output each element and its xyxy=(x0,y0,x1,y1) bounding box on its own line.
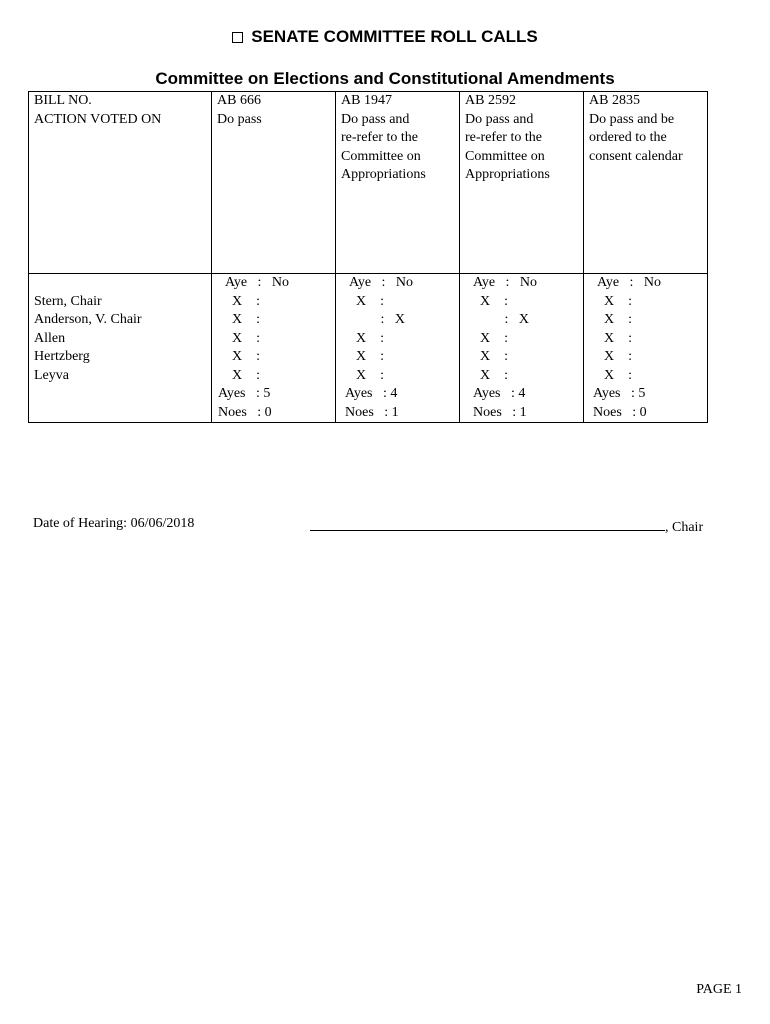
vote-header: Aye : No xyxy=(225,275,290,290)
bill-action-line: Committee on xyxy=(341,148,421,164)
vote-mark: : X xyxy=(349,312,405,327)
vote-mark: X : xyxy=(349,330,384,346)
vote-mark: X : xyxy=(597,312,632,327)
vote-mark: X : xyxy=(349,293,384,309)
noes-total: Noes : 1 xyxy=(473,404,527,420)
bill-cell xyxy=(460,92,584,274)
member-name: Anderson, V. Chair xyxy=(34,312,142,327)
bill-action-line: Do pass and be xyxy=(589,111,675,127)
vote-mark: X : xyxy=(225,312,260,327)
bill-cell xyxy=(212,92,336,274)
noes-total: Noes : 1 xyxy=(345,404,399,420)
bill-action-line: Do pass xyxy=(217,111,262,127)
vote-mark: X : xyxy=(597,293,632,309)
vote-mark: X : xyxy=(473,293,508,309)
bill-action-line: Appropriations xyxy=(465,167,550,182)
committee-name: Committee on Elections and Constitutional Amendments xyxy=(155,69,615,88)
bill-header-row xyxy=(29,92,708,274)
bill-number: AB 2592 xyxy=(465,93,516,108)
vote-cell xyxy=(584,274,708,423)
bill-action-line: ordered to the xyxy=(589,130,667,145)
checkbox-icon xyxy=(232,32,243,43)
member-name: Allen xyxy=(34,330,66,346)
vote-cell xyxy=(460,274,584,423)
bill-action-line: Do pass and xyxy=(465,111,534,127)
member-name: Stern, Chair xyxy=(34,293,102,309)
noes-total: Noes : 0 xyxy=(593,404,647,420)
bill-cell xyxy=(336,92,460,274)
member-name: Hertzberg xyxy=(34,349,90,364)
bill-number: AB 1947 xyxy=(341,93,392,108)
bill-action-line: Appropriations xyxy=(341,167,426,182)
vote-header: Aye : No xyxy=(349,275,414,290)
bill-action-line: re-refer to the xyxy=(341,130,418,145)
noes-total: Noes : 0 xyxy=(218,404,272,420)
bill-no-label: BILL NO. xyxy=(34,93,92,108)
ayes-total: Ayes : 4 xyxy=(473,386,526,401)
page-number: PAGE 1 xyxy=(696,982,742,997)
member-name: Leyva xyxy=(34,367,69,383)
bill-action-line: re-refer to the xyxy=(465,130,542,145)
vote-mark: X : xyxy=(597,349,632,364)
vote-mark: X : xyxy=(349,349,384,364)
vote-mark: X : xyxy=(597,367,632,383)
date-of-hearing: Date of Hearing: 06/06/2018 xyxy=(33,516,195,531)
vote-header: Aye : No xyxy=(597,275,662,290)
vote-mark: X : xyxy=(225,330,260,346)
vote-mark: X : xyxy=(225,349,260,364)
vote-mark: X : xyxy=(225,293,260,309)
vote-mark: X : xyxy=(473,349,508,364)
bill-action-line: Do pass and xyxy=(341,111,410,127)
votes-row xyxy=(29,274,708,423)
vote-header: Aye : No xyxy=(473,275,538,290)
page-title: SENATE COMMITTEE ROLL CALLS xyxy=(0,27,770,47)
roll-call-table xyxy=(28,91,708,423)
vote-cell xyxy=(336,274,460,423)
vote-cell xyxy=(212,274,336,423)
ayes-total: Ayes : 4 xyxy=(345,386,398,401)
ayes-total: Ayes : 5 xyxy=(218,386,271,401)
ayes-total: Ayes : 5 xyxy=(593,386,646,401)
row-labels-cell xyxy=(29,92,212,274)
vote-mark: X : xyxy=(349,367,384,383)
chair-label: , Chair xyxy=(665,520,704,535)
bill-action-line: consent calendar xyxy=(589,148,683,164)
vote-mark: X : xyxy=(473,367,508,383)
vote-mark: : X xyxy=(473,312,529,327)
bill-number: AB 2835 xyxy=(589,93,640,108)
signature-line xyxy=(310,516,665,531)
bill-action-line: Committee on xyxy=(465,148,545,164)
vote-mark: X : xyxy=(473,330,508,346)
vote-mark: X : xyxy=(597,330,632,346)
chair-signature-line xyxy=(310,516,703,536)
bill-cell xyxy=(584,92,708,274)
member-names-cell xyxy=(29,274,212,423)
vote-mark: X : xyxy=(225,367,260,383)
bill-number: AB 666 xyxy=(217,93,261,108)
action-voted-on-label: ACTION VOTED ON xyxy=(34,111,162,127)
